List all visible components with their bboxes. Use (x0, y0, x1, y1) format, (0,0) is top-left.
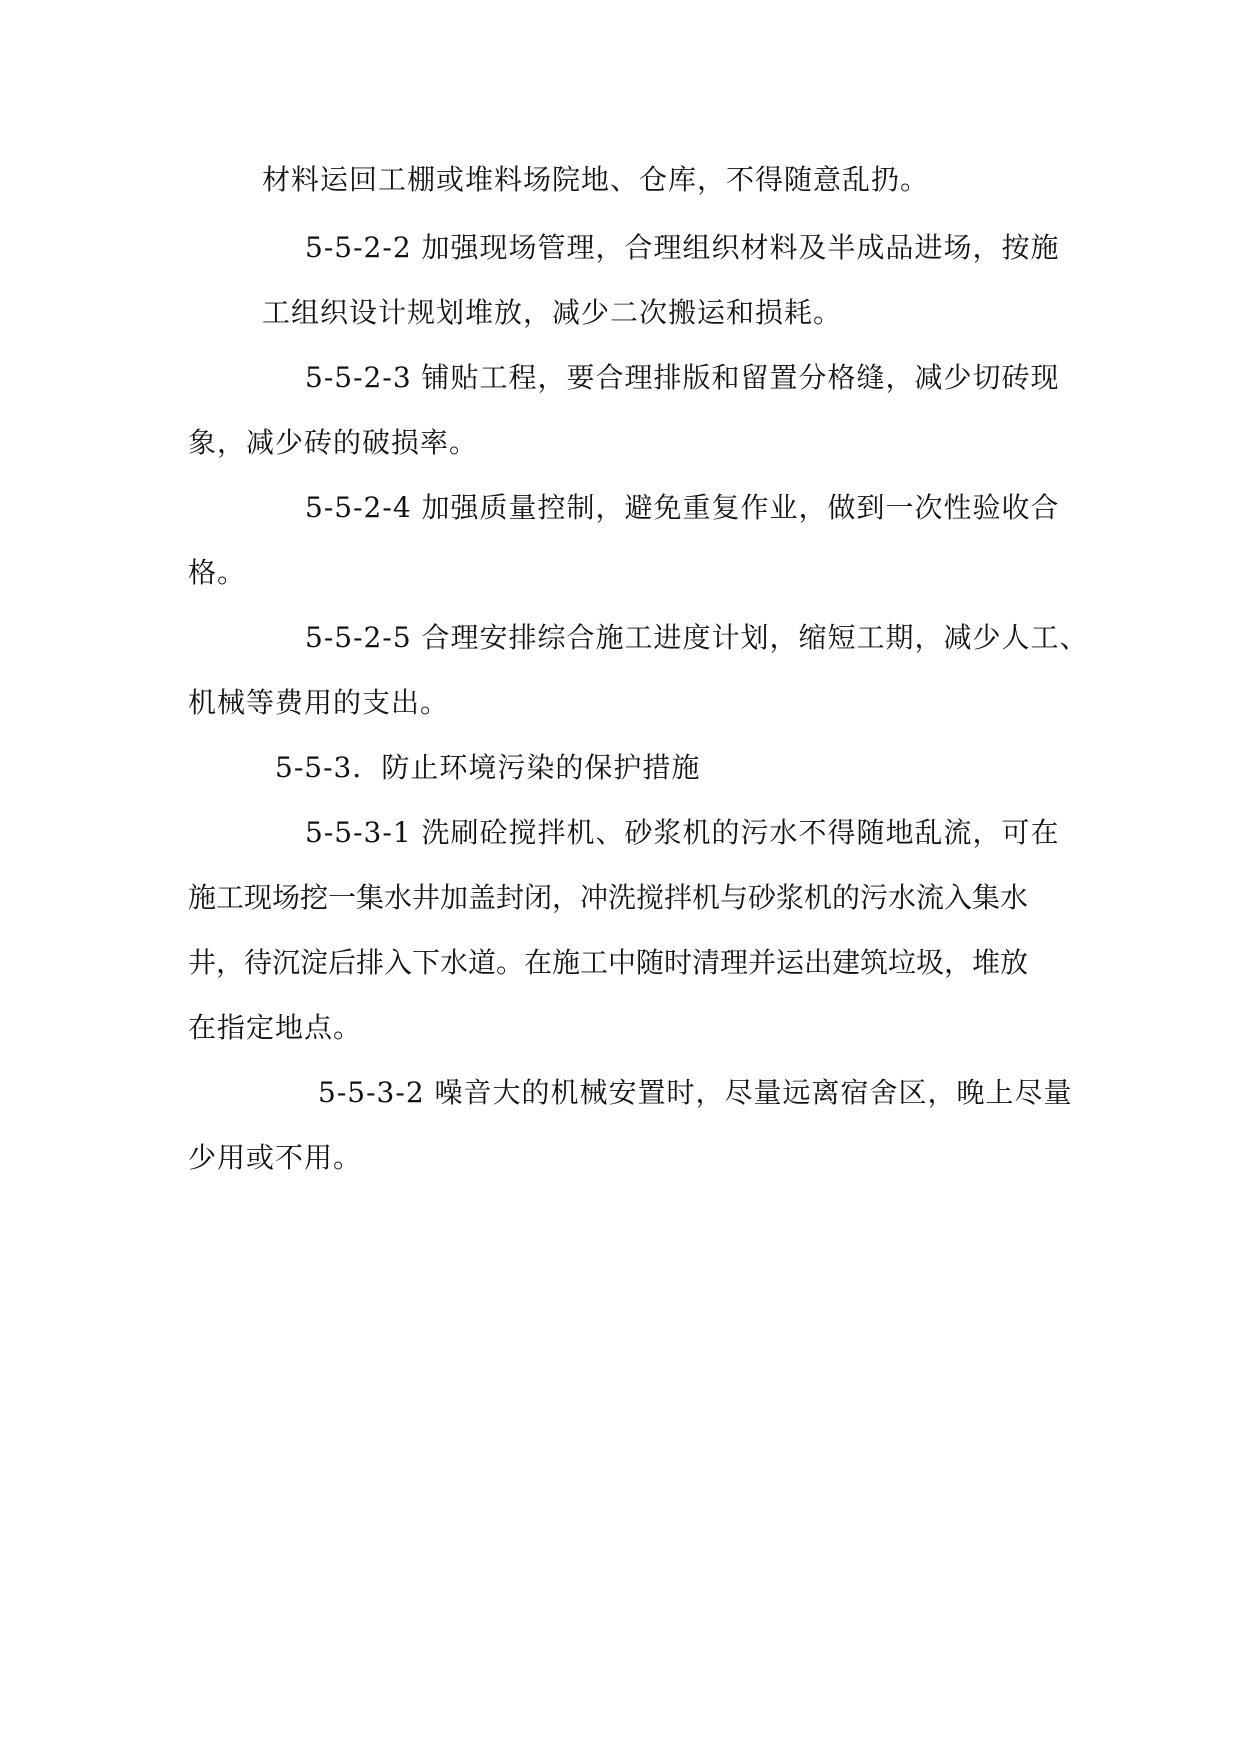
text-line: 少用或不用。 (188, 1141, 363, 1174)
clause-5-5-2-5: 5-5-2-5 合理安排综合施工进度计划，缩短工期，减少人工、 (305, 621, 1089, 654)
clause-5-5-2-3: 5-5-2-3 铺贴工程，要合理排版和留置分格缝，减少切砖现 (305, 361, 1060, 394)
text-line: 工组织设计规划堆放，减少二次搬运和损耗。 (262, 296, 843, 329)
text-line: 井，待沉淀后排入下水道。在施工中随时清理并运出建筑垃圾，堆放 (188, 946, 1029, 979)
text-line: 在指定地点。 (188, 1011, 363, 1044)
clause-5-5-3-1: 5-5-3-1 洗刷砼搅拌机、砂浆机的污水不得随地乱流，可在 (305, 816, 1060, 849)
text-line: 施工现场挖一集水井加盖封闭，冲洗搅拌机与砂浆机的污水流入集水 (188, 881, 1029, 914)
text-line: 格。 (188, 556, 247, 589)
clause-5-5-2-2: 5-5-2-2 加强现场管理，合理组织材料及半成品进场，按施 (305, 231, 1060, 264)
text-line: 机械等费用的支出。 (188, 686, 450, 719)
clause-5-5-3-2: 5-5-3-2 噪音大的机械安置时，尽量远离宿舍区，晚上尽量 (318, 1076, 1073, 1109)
text-line: 象，减少砖的破损率。 (188, 426, 479, 459)
section-heading-5-5-3: 5-5-3．防止环境污染的保护措施 (275, 751, 701, 784)
text-line: 材料运回工棚或堆料场院地、仓库，不得随意乱扔。 (262, 163, 930, 196)
clause-5-5-2-4: 5-5-2-4 加强质量控制，避免重复作业，做到一次性验收合 (305, 491, 1060, 524)
